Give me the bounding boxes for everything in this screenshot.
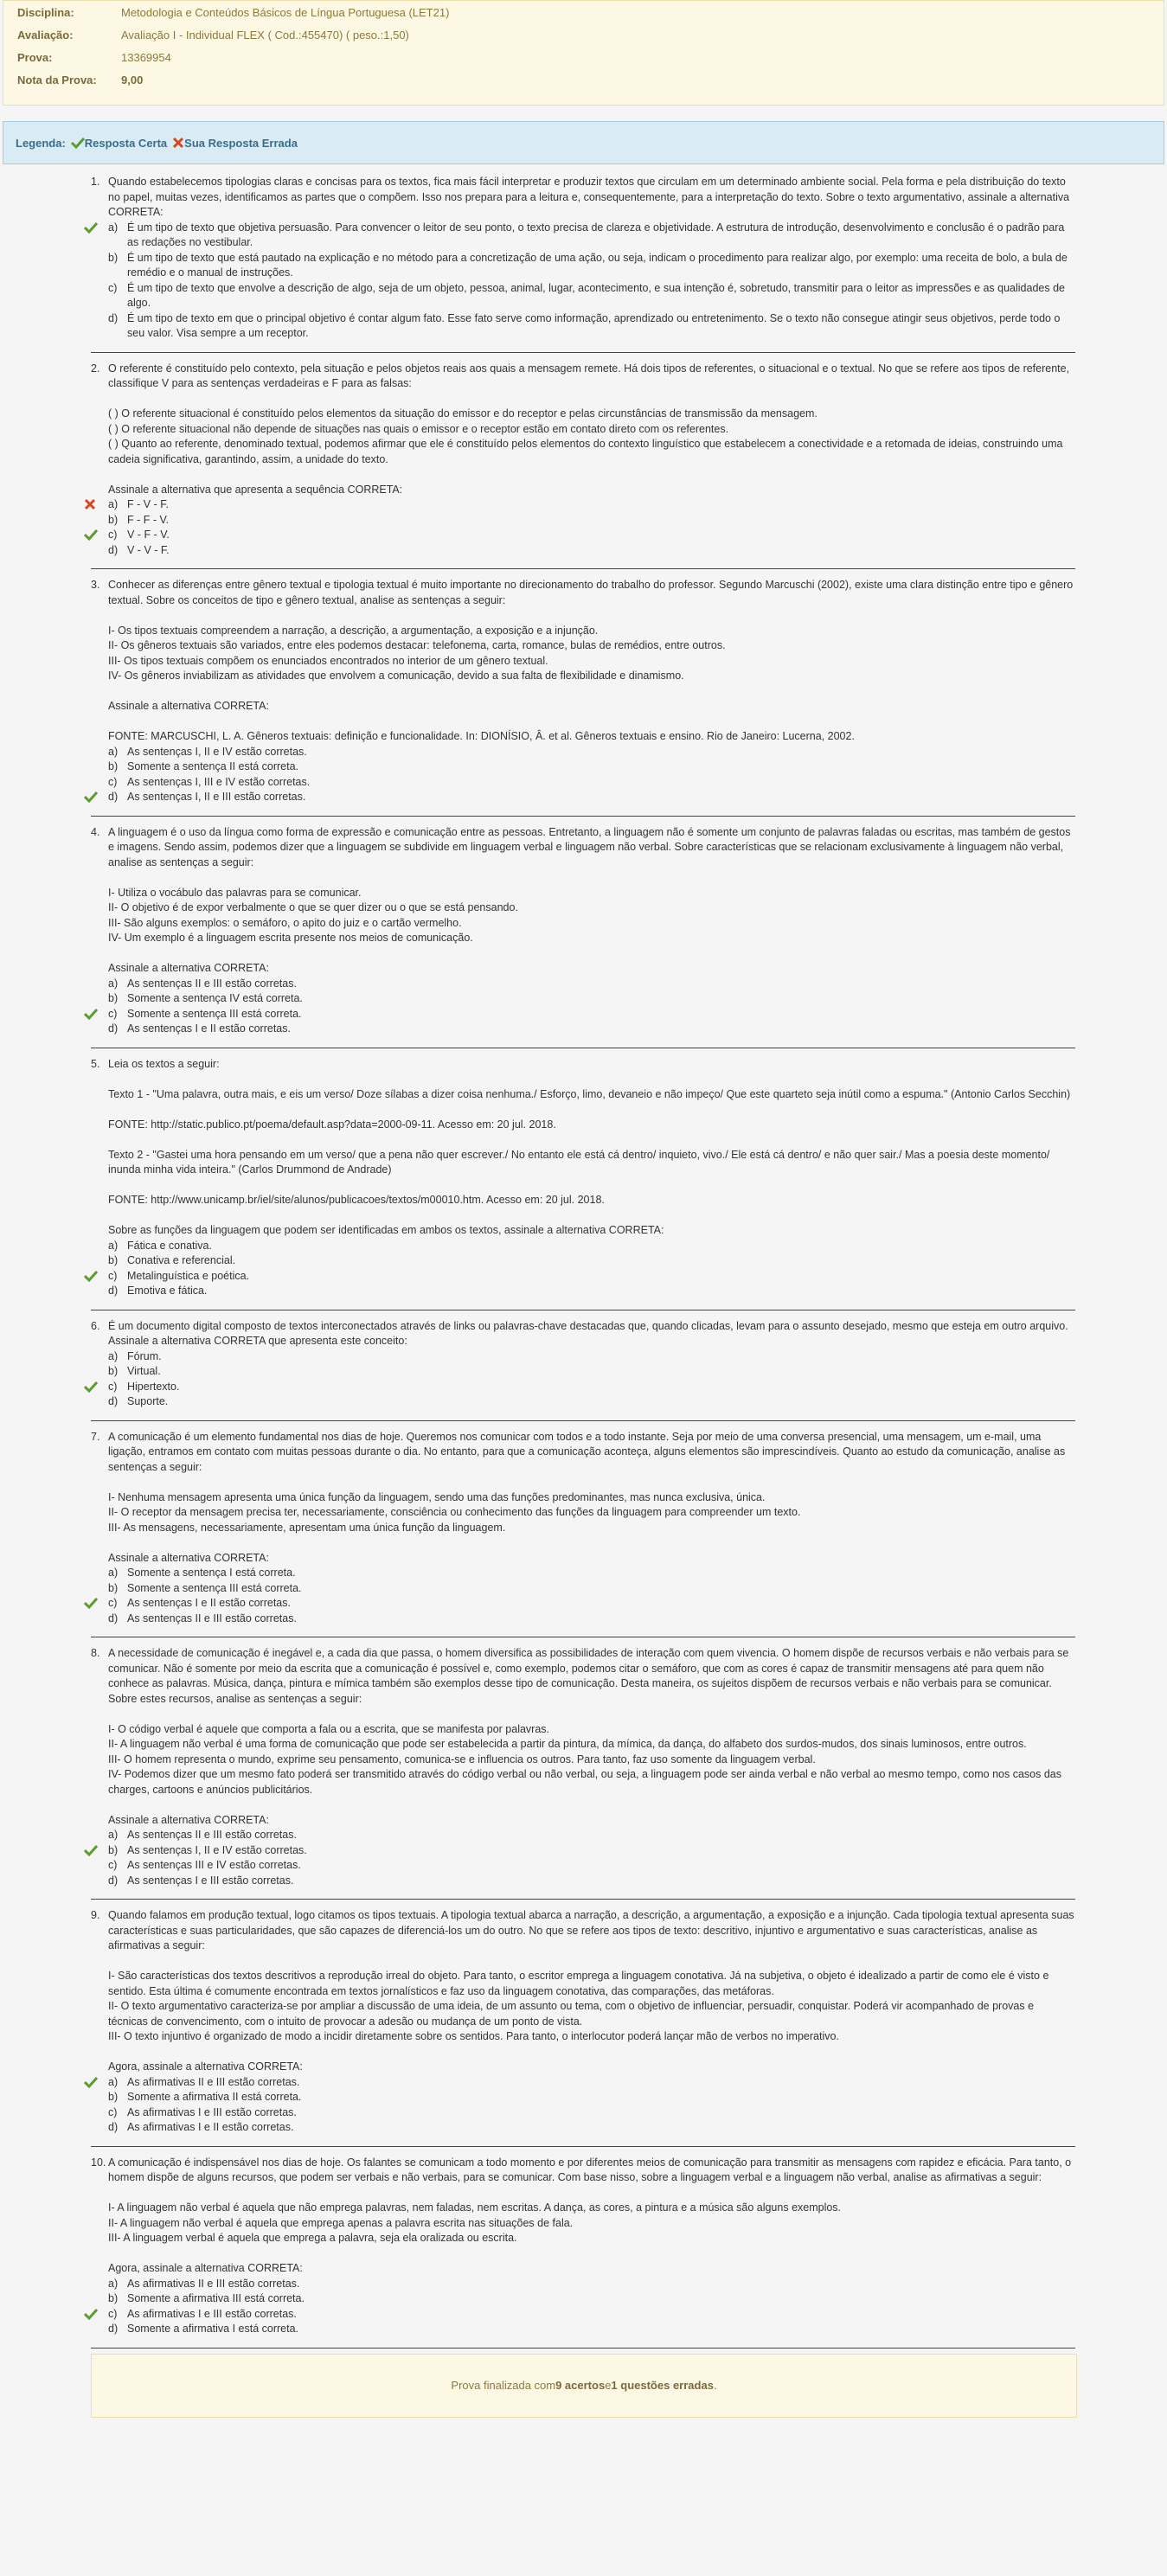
option-text: Suporte.	[127, 1395, 169, 1407]
check-icon	[84, 529, 98, 541]
answer-option	[108, 1596, 1075, 1612]
option-letter: d)	[108, 791, 119, 803]
option-text: F - F - V.	[127, 513, 170, 526]
option-letter: a)	[108, 221, 119, 234]
question	[91, 1637, 1075, 1900]
answer-options	[108, 497, 1075, 558]
option-text: V - F - V.	[127, 529, 170, 541]
option-text: As afirmativas I e III estão corretas.	[127, 2105, 297, 2118]
answer-option	[108, 745, 1075, 760]
answer-option	[108, 2105, 1075, 2121]
question-text: Quando estabelecemos tipologias claras e concisas para os textos, fica mais fácil interpretar e produzir textos que circulam em um determinado ambiente social. Pela forma e pela distribuição do texto no papel, muitas vezes, identificamos as partes que o compõem. Isso nos prepara para a leitura e, consequentemente, para a interpretação do texto. Sobre o texto argumentativo, assinale a alternativa CORRETA:	[108, 176, 1070, 218]
question-body	[91, 1646, 1075, 1888]
question	[91, 175, 1075, 353]
answer-option	[108, 1269, 1075, 1285]
option-text: As sentenças III e IV estão corretas.	[127, 1859, 301, 1871]
question-body	[91, 362, 1075, 559]
option-text: As sentenças II e III estão corretas.	[127, 1612, 297, 1624]
question	[91, 353, 1075, 570]
option-letter: c)	[108, 2307, 118, 2320]
option-letter: c)	[108, 1859, 118, 1871]
answer-option	[108, 497, 1075, 513]
check-icon	[84, 791, 98, 803]
option-letter: a)	[108, 745, 119, 758]
legend-label: Legenda:	[16, 136, 66, 150]
answer-option	[108, 1007, 1075, 1022]
option-letter: b)	[108, 1581, 119, 1594]
answer-options	[108, 1349, 1075, 1410]
option-text: Somente a afirmativa I está correta.	[127, 2323, 299, 2335]
question-body	[91, 1430, 1075, 1627]
option-letter: d)	[108, 1874, 119, 1887]
answer-options	[108, 2075, 1075, 2136]
answer-option	[108, 513, 1075, 529]
question	[91, 817, 1075, 1048]
option-letter: c)	[108, 2105, 118, 2118]
question-number: 10.	[91, 2156, 106, 2169]
question-text: É um documento digital composto de textos interconectados através de links ou palavras-chave destacadas que, quando clicadas, levam para o assunto desejado, mesmo que esteja em outro arquivo. Assinale a alternativa CORRETA que apresenta este conceito:	[108, 1319, 1068, 1347]
info-label: Nota da Prova:	[17, 73, 97, 87]
info-label: Prova:	[17, 50, 53, 64]
option-text: Conativa e referencial.	[127, 1254, 236, 1266]
option-letter: a)	[108, 2075, 119, 2088]
option-text: As sentenças I e II estão corretas.	[127, 1597, 291, 1609]
info-row-discipline	[17, 1, 1150, 23]
answer-options	[108, 1239, 1075, 1299]
question-number: 9.	[91, 1909, 100, 1921]
option-letter: c)	[108, 529, 118, 541]
option-letter: d)	[108, 311, 119, 324]
option-text: As sentenças I, II e III estão corretas.	[127, 791, 306, 803]
option-text: As sentenças I e III estão corretas.	[127, 1874, 294, 1887]
info-label: Avaliação:	[17, 28, 74, 42]
answer-option	[108, 775, 1075, 791]
questions-list	[91, 164, 1075, 2349]
option-text: As sentenças I, II e IV estão corretas.	[127, 1843, 307, 1856]
check-icon	[84, 1008, 98, 1020]
question-number: 5.	[91, 1057, 100, 1070]
option-text: V - V - F.	[127, 543, 170, 556]
check-icon	[84, 1381, 98, 1393]
check-icon	[84, 2076, 98, 2088]
question	[91, 1900, 1075, 2147]
exam-info-panel	[3, 0, 1164, 106]
legend-wrong: Sua Resposta Errada	[184, 136, 298, 150]
legend-bar	[3, 121, 1164, 164]
option-letter: c)	[108, 1597, 118, 1609]
answer-option	[108, 991, 1075, 1007]
info-label: Disciplina:	[17, 5, 74, 19]
answer-option	[108, 977, 1075, 992]
option-letter: a)	[108, 1567, 119, 1579]
question	[91, 569, 1075, 817]
option-letter: d)	[108, 1612, 119, 1624]
option-letter: d)	[108, 543, 119, 556]
option-text: As sentenças II e III estão corretas.	[127, 1829, 297, 1841]
option-text: As sentenças I e II estão corretas.	[127, 1022, 291, 1035]
option-letter: a)	[108, 498, 119, 510]
option-text: F - V - F.	[127, 498, 169, 510]
option-text: As afirmativas I e II estão corretas.	[127, 2121, 294, 2133]
option-letter: b)	[108, 1843, 119, 1856]
question-body	[91, 1908, 1075, 2136]
check-icon	[84, 1270, 98, 1282]
question-body	[91, 1319, 1075, 1410]
cross-icon	[172, 137, 184, 149]
info-row-exam	[17, 46, 1150, 68]
option-letter: c)	[108, 775, 118, 788]
question	[91, 2147, 1075, 2349]
option-text: É um tipo de texto que objetiva persuasão. Para convencer o leitor de seu ponto, o texto precisa de clareza e objetividade. A estrutura de introdução, desenvolvimento e conclusão é o padrão para as redações no vestibular.	[127, 221, 1065, 248]
info-value: Metodologia e Conteúdos Básicos de Língua Portuguesa (LET21)	[121, 5, 450, 19]
option-letter: d)	[108, 1285, 119, 1297]
answer-option	[108, 1253, 1075, 1269]
answer-option	[108, 311, 1075, 342]
info-value: 13369954	[121, 50, 171, 64]
option-text: Hipertexto.	[127, 1380, 180, 1393]
question-text: Leia os textos a seguir: Texto 1 - "Uma palavra, outra mais, e eis um verso/ Doze sílabas a dizer coisa nenhuma./ Esforço, limo, devaneio e não impeço/ Que este quarteto seja inútil como a espuma." (Antonio Carlos Secchin) FONTE: http://static.publico.pt/poema/default.asp?data=2000-09-11. Acesso em: 20 jul. 2018. Texto 2 - "Gastei uma hora pensando em um verso/ que a pena não quer escrever./ No entanto ele está cá dentro/ inquieto, vivo./ Ele está cá dentro/ e não quer sair./ Mas a poesia deste momento/ inunda minha vida inteira." (Carlos Drummond de Andrade) FONTE: http://www.unicamp.br/iel/site/alunos/publicacoes/textos/m00010.htm. Acesso em: 20 jul. 2018. Sobre as funções da linguagem que podem ser identificadas em ambos os textos, assinale a alternativa CORRETA:	[108, 1057, 1071, 1236]
footer-hits: 9 acertos	[555, 2379, 606, 2392]
option-letter: c)	[108, 1380, 118, 1393]
question	[91, 1048, 1075, 1310]
cross-icon	[84, 498, 96, 510]
option-letter: b)	[108, 760, 119, 772]
question-text: A linguagem é o uso da língua como forma de expressão e comunicação entre as pessoas. Entretanto, a linguagem não é somente um conjunto de palavras faladas ou escritas, mas também de gestos e imagens. Sendo assim, podemos dizer que a linguagem se subdivide em linguagem verbal e linguagem não verbal. Sobre características que se relacionam exclusivamente à linguagem não verbal, analise as sentenças a seguir: I- Utiliza o vocábulo das palavras para se comunicar. II- O objetivo é de expor verbalmente o que se quer dizer ou o que se está pensando. III- São alguns exemplos: o semáforo, o apito do juiz e o cartão vermelho. IV- Um exemplo é a linguagem escrita presente nos meios de comunicação. Assinale a alternativa CORRETA:	[108, 825, 1071, 974]
answer-options	[108, 745, 1075, 805]
option-text: Fórum.	[127, 1349, 162, 1362]
question-number: 1.	[91, 176, 100, 188]
question-text: A comunicação é indispensável nos dias de hoje. Os falantes se comunicam a todo momento e por diferentes meios de comunicação para transmitir as mensagens com rapidez e eficácia. Para tanto, o homem dispõe de alguns recursos, que podem ser verbais e não verbais, para se comunicar. Com base nisso, sobre a linguagem verbal e a linguagem não verbal, analise as afirmativas a seguir: I- A linguagem não verbal é aquela que não emprega palavras, nem faladas, nem escritas. A dança, as cores, a pintura e a música são alguns exemplos. II- A linguagem não verbal é aquela que emprega apenas a palavra escrita nas situações de fala. III- A linguagem verbal é aquela que emprega a palavra, seja ela oralizada ou escrita. Agora, assinale a alternativa CORRETA:	[108, 2156, 1072, 2274]
question-body	[91, 175, 1075, 342]
question-body	[91, 2156, 1075, 2337]
answer-option	[108, 790, 1075, 805]
option-letter: d)	[108, 2121, 119, 2133]
answer-option	[108, 1581, 1075, 1597]
option-text: Somente a afirmativa III está correta.	[127, 2292, 305, 2304]
question-number: 4.	[91, 825, 100, 838]
answer-option	[108, 1566, 1075, 1581]
option-letter: b)	[108, 992, 119, 1004]
check-icon	[84, 2308, 98, 2320]
option-text: Emotiva e fática.	[127, 1285, 208, 1297]
option-letter: d)	[108, 1022, 119, 1035]
option-text: As afirmativas I e III estão corretas.	[127, 2307, 297, 2320]
question-text: A necessidade de comunicação é inegável e, a cada dia que passa, o homem diversifica as possibilidades de interação com quem vivencia. O homem dispõe de recursos verbais e não verbais para se comunicar. Não é somente por meio da escrita que a comunicação é possível e, como exemplo, podemos citar o semáforo, que com as cores é capaz de transmitir mensagens até para quem não conhece as palavras. Música, dança, pintura e mímica também são exemplos desse tipo de comunicação. Desta maneira, os sujeitos dispõem de recursos verbais e não verbais para se comunicar. Sobre estes recursos, analise as sentenças a seguir: I- O código verbal é aquele que comporta a fala ou a escrita, que se manifesta por palavras. II- A linguagem não verbal é uma forma de comunicação que pode ser estabelecida a partir da pintura, da mímica, da dança, do alfabeto dos surdos-mudos, dos sinais luminosos, entre outros. III- O homem representa o mundo, exprime seu pensamento, comunica-se e influencia os outros. Para tanto, faz uso somente da linguagem verbal. IV- Podemos dizer que um mesmo fato poderá ser transmitido através do código verbal ou não verbal, ou seja, a linguagem pode ser ainda verbal e não verbal ao mesmo tempo, como nos casos das charges, cartoons e anúncios publicitários. Assinale a alternativa CORRETA:	[108, 1647, 1069, 1826]
option-letter: a)	[108, 1829, 119, 1841]
option-letter: b)	[108, 2292, 119, 2304]
answer-option	[108, 1874, 1075, 1889]
answer-options	[108, 2277, 1075, 2337]
option-letter: c)	[108, 1269, 118, 1282]
question-body	[91, 578, 1075, 805]
question-number: 8.	[91, 1647, 100, 1659]
answer-option	[108, 2291, 1075, 2307]
answer-option	[108, 221, 1075, 251]
option-letter: a)	[108, 1349, 119, 1362]
question	[91, 1310, 1075, 1421]
answer-option	[108, 1349, 1075, 1365]
answer-option	[108, 2307, 1075, 2323]
option-text: As afirmativas II e III estão corretas.	[127, 2277, 300, 2290]
option-text: As sentenças II e III estão corretas.	[127, 977, 297, 990]
question-number: 3.	[91, 579, 100, 591]
answer-option	[108, 1394, 1075, 1410]
option-letter: a)	[108, 1239, 119, 1252]
answer-option	[108, 1828, 1075, 1843]
option-letter: c)	[108, 1007, 118, 1020]
answer-option	[108, 2322, 1075, 2337]
option-text: As afirmativas II e III estão corretas.	[127, 2075, 300, 2088]
answer-option	[108, 2120, 1075, 2136]
option-text: É um tipo de texto que está pautado na explicação e no método para a concretização de uma ação, ou seja, indicam o procedimento para realizar algo, por exemplo: uma receita de bolo, a bula de remédio e o manual de instruções.	[127, 251, 1068, 279]
footer-middle: e	[605, 2379, 612, 2392]
footer-prefix: Prova finalizada com	[451, 2379, 556, 2392]
option-text: As sentenças I, III e IV estão corretas.	[127, 775, 311, 788]
option-letter: a)	[108, 2277, 119, 2290]
info-row-evaluation	[17, 23, 1150, 46]
check-icon	[84, 221, 98, 234]
option-letter: d)	[108, 2323, 119, 2335]
answer-option	[108, 2277, 1075, 2292]
answer-options	[108, 1828, 1075, 1888]
info-value: 9,00	[121, 73, 144, 87]
question-body	[91, 825, 1075, 1037]
question-text: Conhecer as diferenças entre gênero textual e tipologia textual é muito importante no direcionamento do trabalho do professor. Segundo Marcuschi (2002), existe uma clara distinção entre tipo e gênero textual. Sobre os conceitos de tipo e gênero textual, analise as sentenças a seguir: I- Os tipos textuais compreendem a narração, a descrição, a argumentação, a exposição e a injunção. II- Os gêneros textuais são variados, entre eles podemos destacar: telefonema, carta, romance, bulas de remédios, entre outros. III- Os tipos textuais compõem os enunciados encontrados no interior de um gênero textual. IV- Os gêneros inviabilizam as atividades que envolvem a comunicação, devido a sua falta de flexibilidade e dinamismo. Assinale a alternativa CORRETA: FONTE: MARCUSCHI, L. A. Gêneros textuais: definição e funcionalidade. In: DIONÍSIO, Â. et al. Gêneros textuais e ensino. Rio de Janeiro: Lucerna, 2002.	[108, 579, 1074, 742]
footer-suffix: .	[713, 2379, 717, 2392]
question-text: Quando falamos em produção textual, logo citamos os tipos textuais. A tipologia textual abarca a narração, a descrição, a argumentação, a exposição e a injunção. Cada tipologia textual apresenta suas características e suas particularidades, que são capazes de diferenciá-los um do outro. No que se refere aos tipos de texto: descritivo, injuntivo e argumentativo e suas características, analise as afirmativas a seguir: I- São características dos textos descritivos a reprodução irreal do objeto. Para tanto, o escritor emprega a linguagem conotativa. Já na subjetiva, o objeto é idealizado a partir de como ele é visto e sentido. Esta última é comumente encontrada em textos jornalísticos e faz uso da linguagem conotativa, das comparações, das metáforas. II- O texto argumentativo caracteriza-se por ampliar a discussão de uma ideia, de um assunto ou tema, com o objetivo de influenciar, persuadir, conquistar. Poderá vir acompanhado de provas e técnicas de convencimento, com o intuito de provocar a adesão ou mudança de um ponto de vista. III- O texto injuntivo é organizado de modo a incidir diretamente sobre os sentidos. Para tanto, o interlocutor poderá lançar mão de verbos no imperativo. Agora, assinale a alternativa CORRETA:	[108, 1909, 1074, 2073]
answer-option	[108, 1239, 1075, 1254]
question-text: O referente é constituído pelo contexto, pela situação e pelos objetos reais aos quais a mensagem remete. Há dois tipos de referentes, o situacional e o textual. No que se refere aos tipos de referente, classifique V para as sentenças verdadeiras e F para as falsas: ( ) O referente situacional é constituído pelos elementos da situação do emissor e do receptor e pelas circunstâncias de transmissão da mensagem. ( ) O referente situacional não depende de situações nas quais o emissor e o receptor estão em contato direto com os referentes. ( ) Quanto ao referente, denominado textual, podemos afirmar que ele é constituído pelos elementos do contexto linguístico que estabelecem a conectividade e a retomada de ideias, construindo uma cadeia significativa, garantindo, assim, a unidade do texto. Assinale a alternativa que apresenta a sequência CORRETA:	[108, 362, 1070, 496]
option-text: Somente a sentença II está correta.	[127, 760, 299, 772]
question-body	[91, 1057, 1075, 1299]
answer-option	[108, 2090, 1075, 2105]
footer-errors: 1 questões erradas	[611, 2379, 714, 2392]
answer-option	[108, 281, 1075, 311]
option-text: Fática e conativa.	[127, 1239, 212, 1252]
check-icon	[71, 137, 85, 149]
answer-option	[108, 1380, 1075, 1395]
answer-options	[108, 1566, 1075, 1626]
option-letter: d)	[108, 1395, 119, 1407]
option-text: Metalinguística e poética.	[127, 1269, 250, 1282]
legend-correct: Resposta Certa	[84, 136, 168, 150]
answer-options	[108, 221, 1075, 342]
answer-option	[108, 1612, 1075, 1627]
option-text: Somente a afirmativa II está correta.	[127, 2091, 302, 2103]
question-number: 6.	[91, 1319, 100, 1332]
check-icon	[84, 1844, 98, 1856]
option-letter: b)	[108, 513, 119, 526]
check-icon	[84, 1597, 98, 1609]
answer-option	[108, 543, 1075, 559]
answer-option	[108, 1284, 1075, 1299]
option-text: As sentenças I, II e IV estão corretas.	[127, 745, 307, 758]
question-number: 7.	[91, 1430, 100, 1443]
info-row-grade	[17, 68, 1150, 91]
option-text: É um tipo de texto em que o principal objetivo é contar algum fato. Esse fato serve como informação, aprendizado ou entretenimento. Se o texto não consegue atingir seus objetivos, perde todo o seu valor. Visa sempre a um receptor.	[127, 311, 1061, 339]
result-footer	[91, 2354, 1077, 2418]
question-number: 2.	[91, 362, 100, 375]
answer-option	[108, 251, 1075, 281]
option-text: Somente a sentença I está correta.	[127, 1567, 296, 1579]
option-letter: b)	[108, 1365, 119, 1377]
option-text: Virtual.	[127, 1365, 161, 1377]
answer-option	[108, 1858, 1075, 1874]
answer-option	[108, 759, 1075, 775]
answer-option	[108, 528, 1075, 543]
answer-option	[108, 1364, 1075, 1380]
option-text: Somente a sentença III está correta.	[127, 1007, 302, 1020]
option-text: Somente a sentença IV está correta.	[127, 992, 303, 1004]
info-value: Avaliação I - Individual FLEX ( Cod.:455470) ( peso.:1,50)	[121, 28, 409, 42]
answer-option	[108, 2075, 1075, 2091]
option-letter: c)	[108, 281, 118, 294]
option-text: Somente a sentença III está correta.	[127, 1581, 302, 1594]
option-text: É um tipo de texto que envolve a descrição de algo, seja de um objeto, pessoa, animal, lugar, acontecimento, e sua intenção é, sobretudo, transmitir para o leitor as impressões e as qualidades de algo.	[127, 281, 1065, 309]
option-letter: b)	[108, 1254, 119, 1266]
option-letter: b)	[108, 251, 119, 264]
option-letter: b)	[108, 2091, 119, 2103]
answer-option	[108, 1843, 1075, 1859]
answer-option	[108, 1022, 1075, 1037]
question-text: A comunicação é um elemento fundamental nos dias de hoje. Queremos nos comunicar com todos e a todo instante. Seja por meio de uma conversa presencial, uma mensagem, um e-mail, uma ligação, entramos em contato com muitas pessoas durante o dia. No entanto, para que a comunicação aconteça, alguns elementos são imprescindíveis. Quanto ao estudo da comunicação, analise as sentenças a seguir: I- Nenhuma mensagem apresenta uma única função da linguagem, sendo uma das funções predominantes, mas nunca exclusiva, única. II- O receptor da mensagem precisa ter, necessariamente, consciência ou conhecimento das funções da linguagem para compreender um texto. III- As mensagens, necessariamente, apresentam uma única função da linguagem. Assinale a alternativa CORRETA:	[108, 1430, 1066, 1564]
answer-options	[108, 977, 1075, 1037]
option-letter: a)	[108, 977, 119, 990]
question	[91, 1421, 1075, 1638]
